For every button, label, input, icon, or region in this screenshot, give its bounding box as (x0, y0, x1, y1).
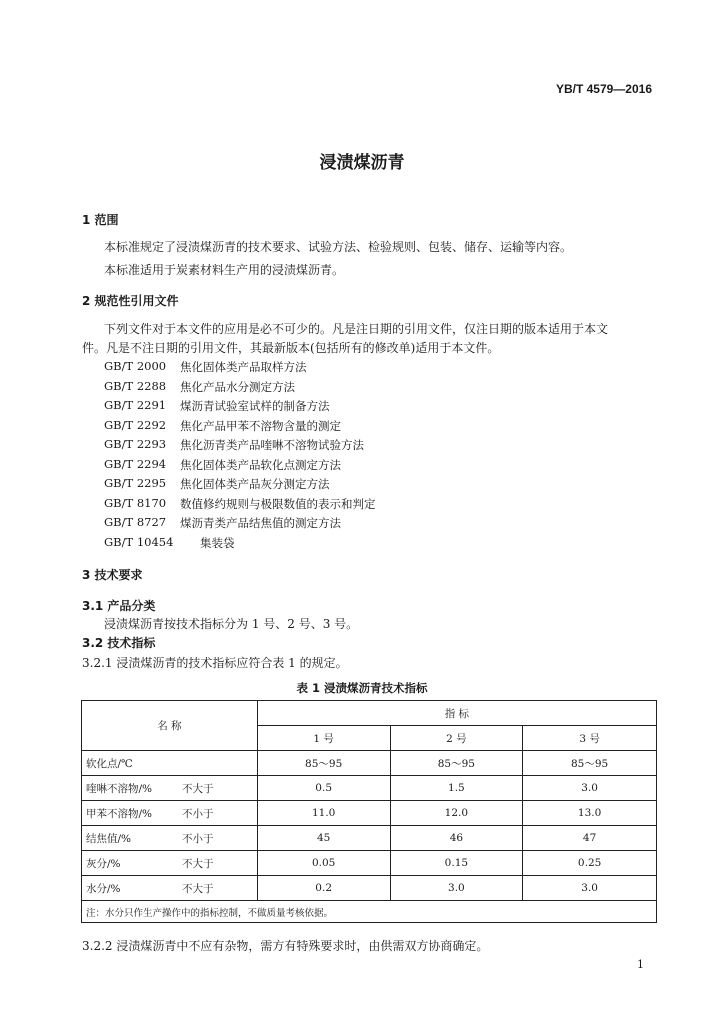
reference-item (0, 437, 724, 455)
reference-title: 煤沥青类产品结焦值的测定方法 (180, 516, 341, 530)
row-name-cell (82, 751, 258, 776)
reference-item (0, 476, 724, 494)
section-3-1-text: 浸渍煤沥青按技术指标分为 1 号、2 号、3 号。 (104, 617, 359, 631)
value-cell: 3.0 (390, 876, 523, 901)
index-header-cell: 指 标 (257, 701, 656, 726)
table-row (82, 826, 657, 851)
table-caption: 表 1 浸渍煤沥青技术指标 (296, 681, 428, 695)
section-2-paragraph-line-1: 下列文件对于本文件的应用是必不可少的。凡是注日期的引用文件，仅注日期的版本适用于本文 (104, 322, 609, 336)
section-3-2-2-text: 3.2.2 浸渍煤沥青中不应有杂物，需方有特殊要求时，由供需双方协商确定。 (82, 939, 489, 953)
reference-code: GB/T 2288 (104, 379, 167, 393)
value-cell: 0.25 (523, 851, 657, 876)
table-row (82, 776, 657, 801)
section-3-2-1-text: 3.2.1 浸渍煤沥青的技术指标应符合表 1 的规定。 (82, 656, 348, 670)
value-cell: 85～95 (257, 751, 390, 776)
value-cell: 0.15 (390, 851, 523, 876)
value-cell: 0.05 (257, 851, 390, 876)
table-row (82, 876, 657, 901)
table-note-row (82, 901, 657, 923)
grade-header-cell: 1 号 (257, 726, 390, 751)
reference-code: GB/T 2295 (104, 476, 167, 490)
section-1-paragraph-2: 本标准适用于炭素材料生产用的浸渍煤沥青。 (104, 263, 345, 277)
row-name: 灰分/% (86, 857, 121, 870)
value-cell: 11.0 (257, 801, 390, 826)
reference-item (0, 398, 724, 416)
table-row (82, 801, 657, 826)
row-name-cell (82, 801, 258, 826)
value-cell: 3.0 (523, 776, 657, 801)
value-cell: 12.0 (390, 801, 523, 826)
section-1-heading: 1 范围 (82, 213, 119, 227)
reference-code: GB/T 10454 (104, 535, 174, 549)
section-1-paragraph-1: 本标准规定了浸渍煤沥青的技术要求、试验方法、检验规则、包装、储存、运输等内容。 (104, 240, 573, 254)
reference-code: GB/T 2291 (104, 398, 167, 412)
section-2-heading: 2 规范性引用文件 (82, 294, 179, 308)
row-name-cell (82, 876, 258, 901)
row-qualifier: 不小于 (182, 832, 214, 845)
table-row (82, 751, 657, 776)
section-3-heading: 3 技术要求 (82, 568, 143, 582)
row-name-cell (82, 776, 258, 801)
value-cell: 85～95 (390, 751, 523, 776)
name-header-cell: 名 称 (82, 701, 258, 751)
reference-item (0, 496, 724, 514)
row-qualifier: 不大于 (182, 857, 214, 870)
reference-title: 数值修约规则与极限数值的表示和判定 (180, 497, 376, 511)
grade-header-cell: 2 号 (390, 726, 523, 751)
row-name-cell (82, 851, 258, 876)
row-name: 软化点/℃ (86, 757, 133, 770)
reference-item (0, 457, 724, 475)
standard-number: YB/T 4579—2016 (555, 82, 652, 96)
reference-item (0, 379, 724, 397)
reference-item (0, 359, 724, 377)
value-cell: 0.2 (257, 876, 390, 901)
grade-header-cell: 3 号 (523, 726, 657, 751)
row-qualifier: 不小于 (182, 807, 214, 820)
reference-title: 集装袋 (200, 536, 235, 550)
reference-code: GB/T 2000 (104, 359, 167, 373)
reference-title: 焦化固体类产品取样方法 (180, 360, 307, 374)
reference-item (0, 515, 724, 533)
value-cell: 1.5 (390, 776, 523, 801)
reference-title: 焦化沥青类产品喹啉不溶物试验方法 (180, 438, 364, 452)
reference-code: GB/T 8727 (104, 515, 167, 529)
row-qualifier: 不大于 (182, 782, 214, 795)
row-qualifier: 不大于 (182, 882, 214, 895)
value-cell: 85～95 (523, 751, 657, 776)
section-2-paragraph-line-2: 件。凡是不注日期的引用文件，其最新版本(包括所有的修改单)适用于本文件。 (82, 341, 500, 355)
section-3-1-heading: 3.1 产品分类 (82, 599, 156, 613)
table-row (82, 851, 657, 876)
value-cell: 46 (390, 826, 523, 851)
value-cell: 45 (257, 826, 390, 851)
reference-item (0, 418, 724, 436)
row-name-cell (82, 826, 258, 851)
reference-code: GB/T 2294 (104, 457, 167, 471)
reference-title: 焦化产品水分测定方法 (180, 380, 295, 394)
value-cell: 47 (523, 826, 657, 851)
table-note: 注：水分只作生产操作中的指标控制，不做质量考核依据。 (82, 901, 657, 923)
row-name: 甲苯不溶物/% (86, 807, 153, 820)
spec-table (81, 700, 657, 923)
section-3-2-heading: 3.2 技术指标 (82, 636, 156, 650)
reference-code: GB/T 2292 (104, 418, 167, 432)
reference-code: GB/T 8170 (104, 496, 167, 510)
reference-title: 焦化固体类产品软化点测定方法 (180, 458, 341, 472)
value-cell: 13.0 (523, 801, 657, 826)
table-header-row (82, 701, 657, 726)
reference-item (0, 535, 724, 553)
value-cell: 0.5 (257, 776, 390, 801)
row-name: 喹啉不溶物/% (86, 782, 153, 795)
value-cell: 3.0 (523, 876, 657, 901)
page-number: 1 (637, 958, 644, 971)
reference-title: 煤沥青试验室试样的制备方法 (180, 399, 330, 413)
row-name: 水分/% (86, 882, 121, 895)
reference-code: GB/T 2293 (104, 437, 167, 451)
reference-title: 焦化固体类产品灰分测定方法 (180, 477, 330, 491)
document-title: 浸渍煤沥青 (319, 153, 405, 173)
reference-title: 焦化产品甲苯不溶物含量的测定 (180, 419, 341, 433)
row-name: 结焦值/% (86, 832, 132, 845)
